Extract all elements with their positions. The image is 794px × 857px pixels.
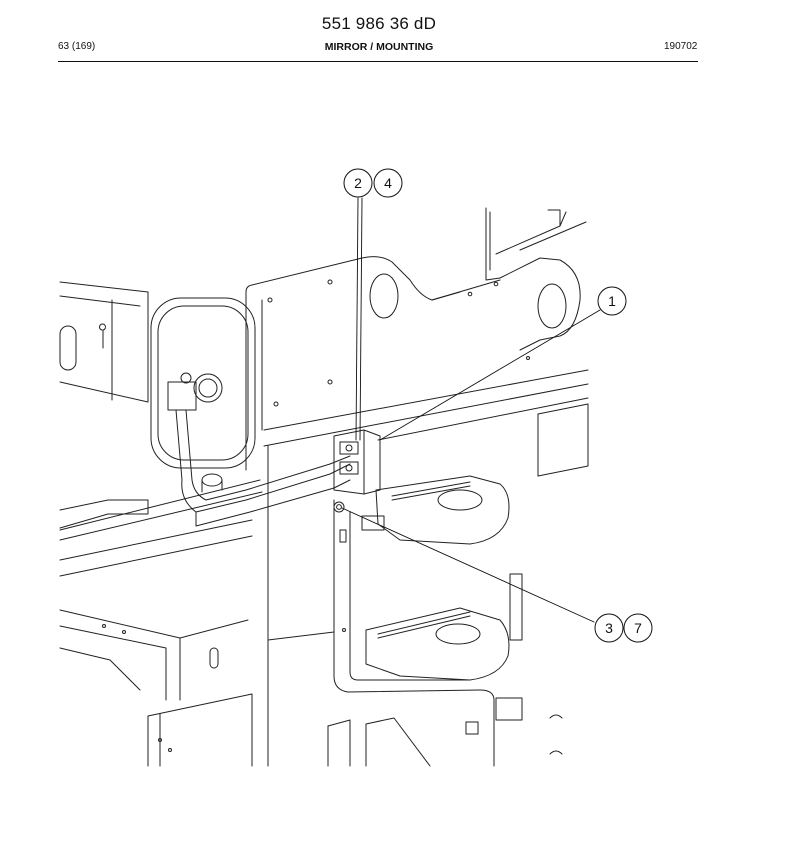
right-bracket-plate bbox=[432, 208, 586, 350]
mirror-assembly bbox=[151, 298, 255, 480]
central-mounting-plate bbox=[246, 257, 460, 470]
document-number: 551 986 36 dD bbox=[321, 14, 437, 33]
callout-label-4: 4 bbox=[384, 175, 392, 191]
section-title: MIRROR / MOUNTING bbox=[324, 41, 434, 53]
bolt bbox=[334, 502, 344, 512]
lower-pad-bracket bbox=[366, 608, 509, 680]
leader-lines bbox=[342, 198, 600, 622]
upper-pad-bracket bbox=[362, 476, 509, 544]
callouts bbox=[344, 169, 652, 642]
page-reference: 63 (169) bbox=[58, 41, 96, 52]
callout-label-2: 2 bbox=[354, 175, 362, 191]
right-small-parts bbox=[328, 574, 562, 766]
callout-label-1: 1 bbox=[608, 293, 616, 309]
revision-code: 190702 bbox=[664, 41, 698, 52]
callout-label-7: 7 bbox=[634, 620, 642, 636]
mirror-arm bbox=[182, 456, 350, 526]
callout-label-3: 3 bbox=[605, 620, 613, 636]
left-lower-frame bbox=[60, 520, 252, 766]
horizontal-beam bbox=[264, 357, 588, 477]
vertical-post bbox=[268, 446, 494, 766]
